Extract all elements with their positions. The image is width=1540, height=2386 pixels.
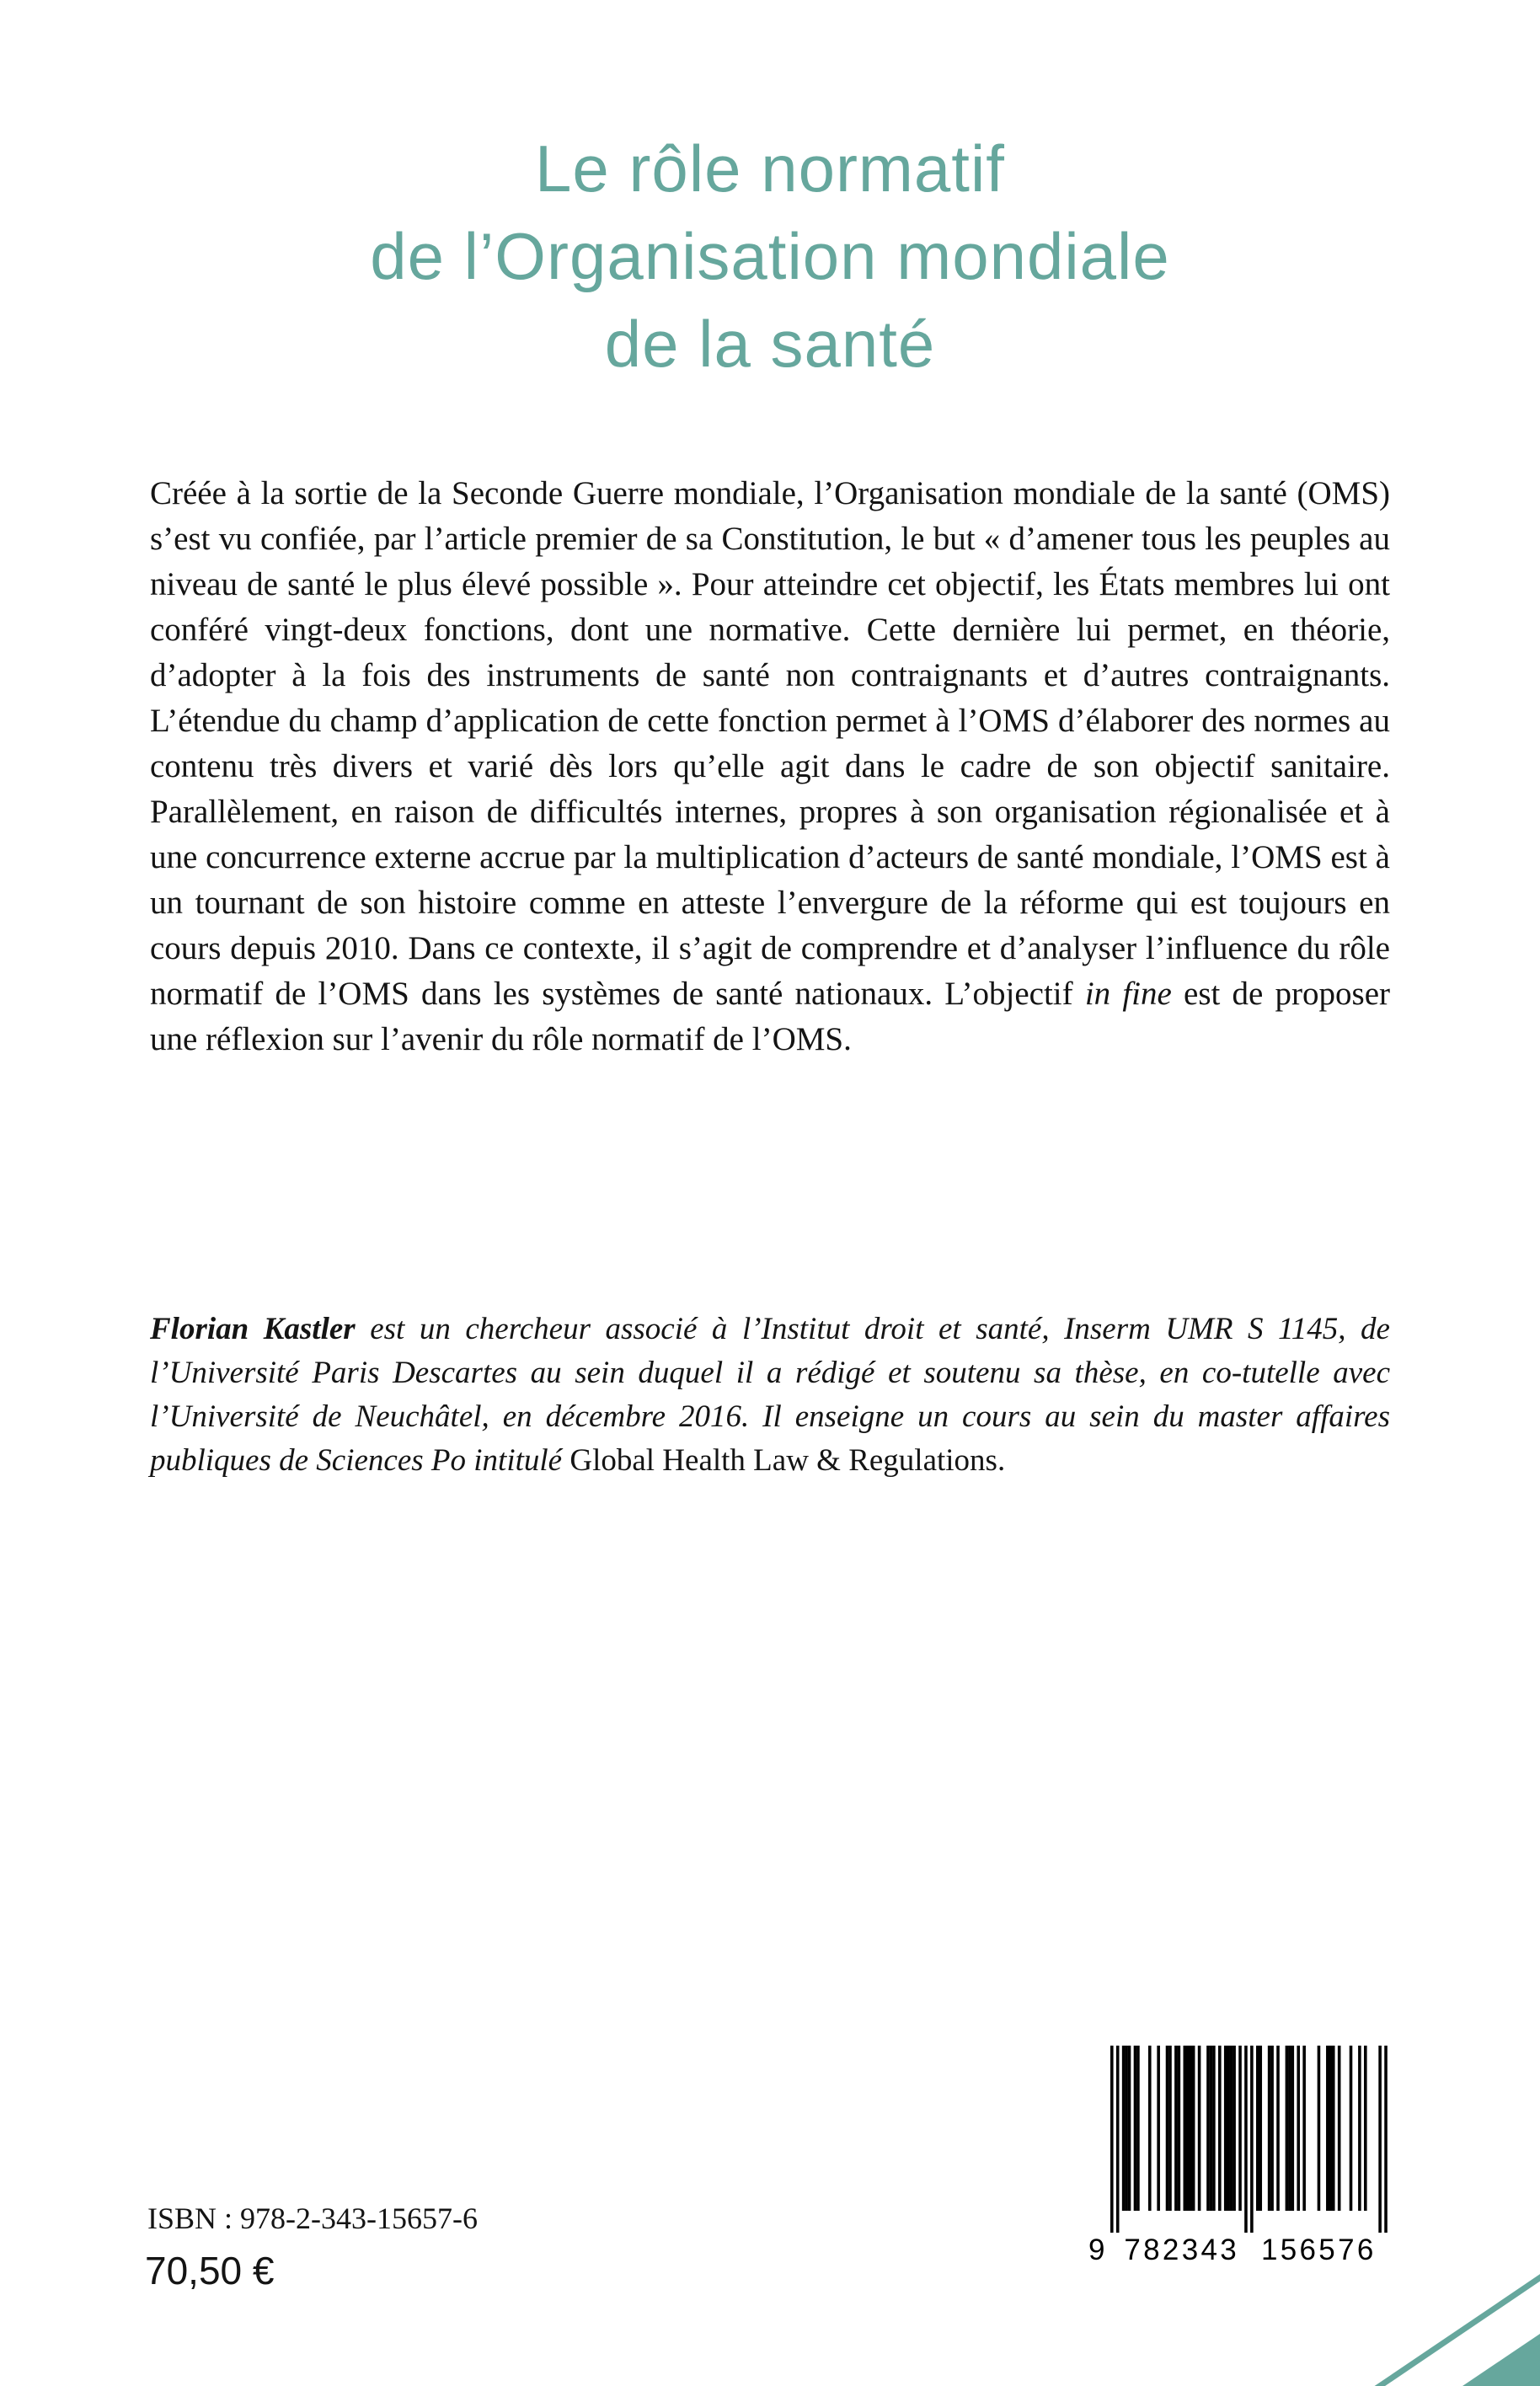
- book-title: [0, 125, 1540, 388]
- summary-text-before: Créée à la sortie de la Seconde Guerre mondiale, l’Organisation mondiale de la santé (OMS) s’est vu confiée, par l’article premier de sa Constitution, le but « d’amener tous les peuples au niveau de santé le plus élevé possible ». Pour atteindre cet objectif, les États membres lui ont conféré vingt-deux fonctions, dont une normative. Cette dernière lui permet, en théorie, d’adopter à la fois des instruments de santé non contraignants et d’autres contraignants. L’étendue du champ d’application de cette fonction permet à l’OMS d’élaborer des normes au contenu très divers et varié dès lors qu’elle agit dans le cadre de son objectif sanitaire. Parallèlement, en raison de difficultés internes, propres à son organisation régionalisée et à une concurrence externe accrue par la multiplication d’acteurs de santé mondiale, l’OMS est à un tournant de son histoire comme en atteste l’envergure de la réforme qui est toujours en cours depuis 2010. Dans ce contexte, il s’agit de comprendre et d’analyser l’influence du rôle normatif de l’OMS dans les systèmes de santé nationaux. L’objectif: [150, 475, 1390, 1012]
- author-bio-paragraph: [150, 1308, 1390, 1483]
- author-bio-course-title: Global Health Law & Regulations.: [569, 1443, 1006, 1478]
- corner-diagonal-line: [1370, 2273, 1540, 2386]
- summary-latin-phrase: in fine: [1084, 976, 1172, 1012]
- summary-text-after: est de proposer une réflexion sur l’avenir du rôle normatif de l’OMS.: [150, 976, 1390, 1057]
- corner-triangle: [1462, 2334, 1540, 2386]
- summary-paragraph: [150, 471, 1390, 1062]
- svg-text:156576: 156576: [1261, 2234, 1374, 2266]
- ean13-barcode: [1087, 2046, 1400, 2271]
- author-bio-text: est un chercheur associé à l’Institut droit et santé, Inserm UMR S 1145, de l’Université Paris Descartes au sein duquel il a rédigé et soutenu sa thèse, en co-tutelle avec l’Université de Neuchâtel, en décembre 2016. Il enseigne un cours au sein du master affaires publiques de Sciences Po intitulé: [150, 1312, 1390, 1478]
- price-text: 70,50 €: [145, 2249, 275, 2292]
- author-name: Florian Kastler: [150, 1312, 356, 1346]
- ean13-barcode-bars: [1087, 2046, 1400, 2266]
- isbn-text: ISBN : 978-2-343-15657-6: [147, 2201, 478, 2235]
- svg-text:9: 9: [1088, 2234, 1105, 2266]
- book-title-line-1: Le rôle normatif: [535, 131, 1005, 206]
- book-title-line-2: de l’Organisation mondiale: [370, 219, 1170, 293]
- svg-text:782343: 782343: [1124, 2234, 1237, 2266]
- book-title-line-3: de la santé: [604, 307, 936, 381]
